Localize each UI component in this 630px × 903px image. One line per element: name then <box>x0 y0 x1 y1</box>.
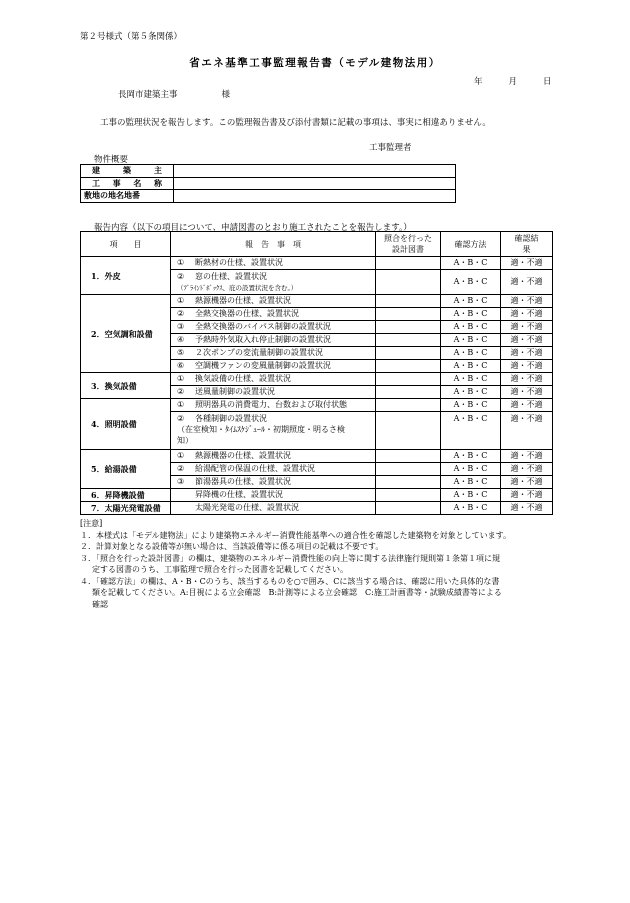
item-detail: ③ 全熱交換器のバイパス制御の設置状況 <box>171 321 376 334</box>
method-cell[interactable]: A・B・C <box>441 347 501 360</box>
date-year: 年 <box>474 77 483 87</box>
item-detail: 昇降機の仕様、設置状況 <box>171 489 376 502</box>
method-cell[interactable]: A・B・C <box>441 412 501 450</box>
result-cell[interactable]: 適・不適 <box>501 360 553 373</box>
notes-section <box>80 518 555 610</box>
item-detail: ① 熱源機器の仕様、設置状況 <box>171 295 376 308</box>
method-cell[interactable]: A・B・C <box>441 334 501 347</box>
table-row <box>81 502 553 515</box>
drawing-cell[interactable] <box>376 463 441 476</box>
item-detail: ② 送風量制御の設置状況 <box>171 386 376 399</box>
overview-label-owner: 建 築 主 <box>81 165 174 178</box>
drawing-cell[interactable] <box>376 489 441 502</box>
table-row <box>81 450 553 463</box>
addressee <box>118 88 230 100</box>
result-cell[interactable]: 適・不適 <box>501 295 553 308</box>
category-elevator: 6．昇降機設備 <box>81 489 171 502</box>
date-month: 月 <box>508 77 518 87</box>
drawing-cell[interactable] <box>376 412 441 450</box>
result-cell[interactable]: 適・不適 <box>501 412 553 450</box>
report-header-row <box>81 232 553 257</box>
result-cell[interactable]: 適・不適 <box>501 502 553 515</box>
item-detail: ① 照明器具の消費電力、台数および取付状態 <box>171 399 376 412</box>
overview-row-project <box>81 177 456 190</box>
item-detail: ② 全熱交換器の仕様、設置状況 <box>171 308 376 321</box>
note-line: ４．「確認方法」の欄は、A・B・Cのうち、該当するものを○で囲み、Cに該当する場合は、確認に用いた具体的な書 <box>80 576 500 586</box>
category-hot-water: 5．給湯設備 <box>81 450 171 489</box>
drawing-cell[interactable] <box>376 347 441 360</box>
addressee-name: 長岡市建築主事 <box>118 90 178 100</box>
table-row <box>81 295 553 308</box>
drawing-cell[interactable] <box>376 257 441 270</box>
header-drawing: 照合を行った設計図書 <box>376 232 441 257</box>
result-cell[interactable]: 適・不適 <box>501 463 553 476</box>
method-cell[interactable]: A・B・C <box>441 463 501 476</box>
report-label: 報告内容（以下の項目について、申請図書のとおり施工されたことを報告します。） <box>94 223 412 233</box>
method-cell[interactable]: A・B・C <box>441 295 501 308</box>
drawing-cell[interactable] <box>376 502 441 515</box>
method-cell[interactable]: A・B・C <box>441 373 501 386</box>
method-cell[interactable]: A・B・C <box>441 270 501 295</box>
overview-table <box>80 164 456 203</box>
header-result: 確認結果 <box>501 232 553 257</box>
table-row <box>81 399 553 412</box>
note-line: ２．計算対象となる設備等が無い場合は、当該設備等に係る項目の記載は不要です。 <box>80 542 384 551</box>
drawing-cell[interactable] <box>376 321 441 334</box>
overview-value-site[interactable] <box>174 190 456 203</box>
note-line: 類を記載してください。A:目視による立会確認 B:計測等による立会確認 C:施工計画書等・試験成績書等による <box>92 588 502 597</box>
item-detail: ① 換気設備の仕様、設置状況 <box>171 373 376 386</box>
overview-row-site <box>81 190 456 203</box>
item-detail: ① 断熱材の仕様、設置状況 <box>171 257 376 270</box>
item-detail: ⑤ ２次ポンプの変流量制御の設置状況 <box>171 347 376 360</box>
result-cell[interactable]: 適・不適 <box>501 373 553 386</box>
method-cell[interactable]: A・B・C <box>441 399 501 412</box>
method-cell[interactable]: A・B・C <box>441 450 501 463</box>
method-cell[interactable]: A・B・C <box>441 308 501 321</box>
result-cell[interactable]: 適・不適 <box>501 450 553 463</box>
category-air-conditioning: 2．空気調和設備 <box>81 295 171 373</box>
drawing-cell[interactable] <box>376 360 441 373</box>
drawing-cell[interactable] <box>376 450 441 463</box>
drawing-cell[interactable] <box>376 386 441 399</box>
item-detail: 太陽光発電の仕様、設置状況 <box>171 502 376 515</box>
table-row <box>81 489 553 502</box>
item-detail: ① 熱源機器の仕様、設置状況 <box>171 450 376 463</box>
table-row <box>81 257 553 270</box>
report-table <box>80 231 553 515</box>
method-cell[interactable]: A・B・C <box>441 489 501 502</box>
result-cell[interactable]: 適・不適 <box>501 476 553 489</box>
drawing-cell[interactable] <box>376 308 441 321</box>
result-cell[interactable]: 適・不適 <box>501 308 553 321</box>
header-detail: 報 告 事 項 <box>171 232 376 257</box>
method-cell[interactable]: A・B・C <box>441 502 501 515</box>
method-cell[interactable]: A・B・C <box>441 257 501 270</box>
drawing-cell[interactable] <box>376 399 441 412</box>
category-ventilation: 3．換気設備 <box>81 373 171 399</box>
drawing-cell[interactable] <box>376 373 441 386</box>
note-line: 確認 <box>92 599 108 609</box>
overview-label-site: 敷地の地名地番 <box>81 190 174 203</box>
category-envelope: 1．外皮 <box>81 257 171 295</box>
drawing-cell[interactable] <box>376 334 441 347</box>
result-cell[interactable]: 適・不適 <box>501 489 553 502</box>
item-detail: ② 窓の仕様、設置状況 （ﾌﾞﾗｲﾝﾄﾞﾎﾞｯｸｽ、庇の設置状況を含む。） <box>171 270 376 295</box>
result-cell[interactable]: 適・不適 <box>501 399 553 412</box>
statement-text: 工事の監理状況を報告します。この監理報告書及び添付書類に記載の事項は、事実に相違ありません。 <box>100 118 491 128</box>
category-lighting: 4．照明設備 <box>81 399 171 450</box>
drawing-cell[interactable] <box>376 476 441 489</box>
document-title: 省エネ基準工事監理報告書（モデル建物法用） <box>189 57 441 69</box>
overview-row-owner <box>81 165 456 178</box>
addressee-suffix: 様 <box>221 90 231 100</box>
note-line: ３．「照合を行った設計図書」の欄は、建築物のエネルギー消費性能の向上等に関する法律施行規則第１条第１項に規 <box>80 553 500 563</box>
header-item: 項 目 <box>81 232 171 257</box>
overview-value-owner[interactable] <box>174 165 456 178</box>
overview-value-project[interactable] <box>174 177 456 190</box>
item-detail: ⑥ 空調機ファンの変風量制御の設置状況 <box>171 360 376 373</box>
table-row <box>81 373 553 386</box>
method-cell[interactable]: A・B・C <box>441 321 501 334</box>
date-line <box>474 75 552 87</box>
note-line: １．本様式は「モデル建物法」により建築物エネルギー消費性能基準への適合性を確認した建築物を対象としています。 <box>80 530 511 540</box>
notes-label: [注意] <box>80 519 103 528</box>
header-method: 確認方法 <box>441 232 501 257</box>
result-cell[interactable]: 適・不適 <box>501 270 553 295</box>
result-cell[interactable]: 適・不適 <box>501 386 553 399</box>
date-day: 日 <box>543 77 552 87</box>
method-cell[interactable]: A・B・C <box>441 476 501 489</box>
item-detail: ④ 予熱時外気取入れ停止制御の設置状況 <box>171 334 376 347</box>
drawing-cell[interactable] <box>376 295 441 308</box>
form-number: 第２号様式（第５条関係） <box>80 32 183 42</box>
category-solar: 7．太陽光発電設備 <box>81 502 171 515</box>
method-cell[interactable]: A・B・C <box>441 360 501 373</box>
overview-label-project: 工 事 名 称 <box>81 177 174 190</box>
note-line: 定する図書のうち、工事監理で照合を行った図書を記載してください。 <box>92 565 348 574</box>
item-detail: ② 給湯配管の保温の仕様、設置状況 <box>171 463 376 476</box>
item-detail: ② 各種制御の設置状況 （在室検知・ﾀｲﾑｽｹｼﾞｭｰﾙ・初期照度・明るさ検 知） <box>171 412 376 450</box>
result-cell[interactable]: 適・不適 <box>501 347 553 360</box>
result-cell[interactable]: 適・不適 <box>501 334 553 347</box>
method-cell[interactable]: A・B・C <box>441 386 501 399</box>
result-cell[interactable]: 適・不適 <box>501 321 553 334</box>
drawing-cell[interactable] <box>376 270 441 295</box>
overview-label: 物件概要 <box>94 155 129 165</box>
supervisor-label: 工事監理者 <box>369 143 412 153</box>
result-cell[interactable]: 適・不適 <box>501 257 553 270</box>
item-detail: ③ 節湯器具の仕様、設置状況 <box>171 476 376 489</box>
